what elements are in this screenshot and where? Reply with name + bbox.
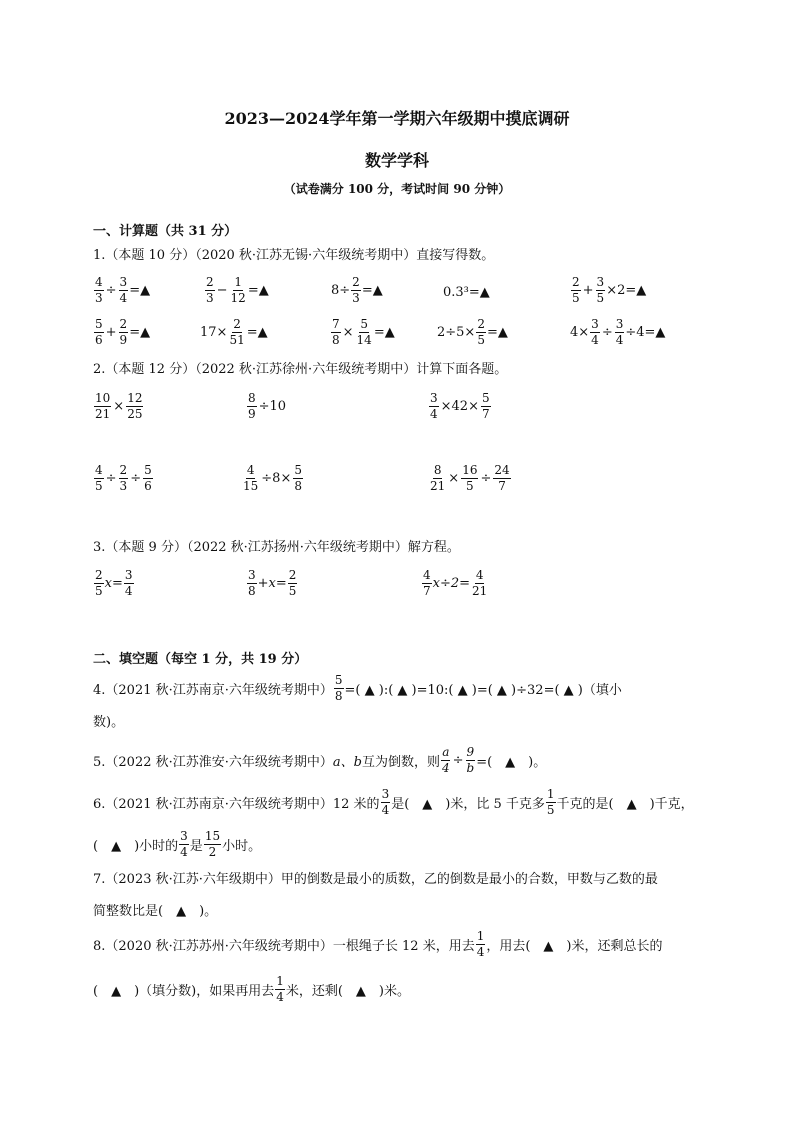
expression-text: − xyxy=(216,283,228,298)
fraction-denominator: 2 xyxy=(208,845,217,859)
fraction-denominator: 3 xyxy=(206,291,214,305)
fraction-denominator: 4 xyxy=(615,333,624,347)
fraction xyxy=(179,830,189,859)
fraction-numerator: 3 xyxy=(596,275,605,289)
fraction-numerator: 2 xyxy=(477,317,485,331)
fraction-numerator: 5 xyxy=(360,317,368,331)
q2-item-6 xyxy=(428,464,512,493)
fraction-denominator: 4 xyxy=(276,990,284,1004)
fraction-denominator: b xyxy=(466,761,475,775)
q3-item-2 xyxy=(246,569,298,598)
expression-text: 0.3³ xyxy=(443,285,469,300)
expression-text: 4.（2021 秋·江苏南京·六年级统考期中） xyxy=(93,683,333,698)
fraction xyxy=(275,975,285,1004)
fraction xyxy=(493,464,510,493)
fraction-denominator: 3 xyxy=(119,479,128,493)
fraction-denominator: 4 xyxy=(381,803,390,817)
fraction-denominator: 4 xyxy=(180,845,188,859)
fraction xyxy=(293,464,303,493)
question-3-text: 3.（本题 9 分）（2022 秋·江苏扬州·六年级统考期中）解方程。 xyxy=(93,540,460,555)
fraction-numerator: 2 xyxy=(352,275,360,289)
q2-item-3 xyxy=(428,392,492,421)
q2-item-2 xyxy=(246,392,287,421)
fraction-numerator: 7 xyxy=(332,317,340,331)
q3-item-1 xyxy=(93,569,135,598)
expression-text: ÷ xyxy=(601,325,613,340)
expression-text: 17× xyxy=(200,325,228,340)
fraction xyxy=(615,318,625,347)
fraction-numerator: 2 xyxy=(206,275,214,289)
expression-text: ÷8× xyxy=(261,471,292,486)
question-8-line-2 xyxy=(93,975,410,1004)
expression-text: =( ▲ )。 xyxy=(476,755,547,770)
fraction-denominator: 5 xyxy=(596,291,605,305)
fraction xyxy=(143,464,153,493)
fraction xyxy=(461,464,478,493)
fraction-denominator: 4 xyxy=(430,407,438,421)
fraction-numerator: 10 xyxy=(95,391,111,405)
expression-text: =▲ xyxy=(361,283,383,298)
expression-text: ÷4 xyxy=(625,325,645,340)
expression-text: x= xyxy=(104,576,123,591)
fraction-denominator: 8 xyxy=(248,584,256,598)
fraction-numerator: 2 xyxy=(119,317,128,331)
fraction-numerator: 2 xyxy=(233,317,241,331)
fraction xyxy=(228,318,245,347)
expression-text: 是( ▲ )米，比 5 千克多 xyxy=(391,797,545,812)
fraction xyxy=(381,788,391,817)
q2-item-1 xyxy=(93,392,144,421)
expression-text: =▲ xyxy=(129,325,151,340)
expression-text: × xyxy=(448,471,460,486)
expression-text: 小时。 xyxy=(222,839,262,854)
fraction xyxy=(247,392,257,421)
fraction xyxy=(94,569,104,598)
fraction-denominator: 3 xyxy=(352,291,360,305)
expression-text: ( ▲ )（填分数)，如果再用去 xyxy=(93,984,275,999)
expression-text: 千克的是( ▲ )千克， xyxy=(556,797,694,812)
q1-item-1 xyxy=(93,276,150,305)
expression-text: 是 xyxy=(189,839,203,854)
expression-text: 6.（2021 秋·江苏南京·六年级统考期中）12 米的 xyxy=(93,797,380,812)
q1-item-3 xyxy=(331,276,383,305)
fraction xyxy=(590,318,600,347)
fraction-numerator: 8 xyxy=(433,463,442,477)
fraction xyxy=(476,930,486,959)
fraction xyxy=(331,318,341,347)
expression-text: 米，还剩( ▲ )米。 xyxy=(285,984,411,999)
expression-text: a、b xyxy=(332,755,362,770)
fraction-denominator: 12 xyxy=(230,291,246,305)
expression-text: + xyxy=(105,325,117,340)
fraction-numerator: 16 xyxy=(462,463,478,477)
expression-text: ÷ xyxy=(130,471,142,486)
fraction-denominator: 4 xyxy=(591,333,599,347)
fraction xyxy=(441,746,451,775)
expression-text: 互为倒数，则 xyxy=(361,755,440,770)
expression-text: ÷ xyxy=(105,283,117,298)
fraction-denominator: 5 xyxy=(288,584,297,598)
exam-title: 2023—2024学年第一学期六年级期中摸底调研 xyxy=(224,109,570,128)
fraction-numerator: 3 xyxy=(180,829,188,843)
q1-item-2 xyxy=(204,276,269,305)
fraction-denominator: 7 xyxy=(498,479,506,493)
fraction-denominator: 6 xyxy=(144,479,152,493)
fraction xyxy=(94,464,104,493)
expression-text: × xyxy=(113,399,125,414)
fraction xyxy=(476,318,486,347)
fraction-numerator: 4 xyxy=(95,275,103,289)
fraction-numerator: 12 xyxy=(127,391,143,405)
fraction-numerator: a xyxy=(442,745,450,759)
fraction-denominator: 4 xyxy=(119,291,128,305)
fraction xyxy=(571,276,581,305)
question-4-line-2: 数)。 xyxy=(93,715,125,730)
q1-item-4 xyxy=(443,285,490,300)
expression-text: ×42× xyxy=(440,399,479,414)
fraction-numerator: 2 xyxy=(119,463,128,477)
expression-text: 2÷5× xyxy=(437,325,476,340)
question-4-line-1 xyxy=(93,674,622,703)
fraction xyxy=(247,569,257,598)
fraction-denominator: 5 xyxy=(95,584,103,598)
fraction xyxy=(124,569,134,598)
fraction xyxy=(288,569,298,598)
fraction-numerator: 2 xyxy=(572,275,580,289)
question-2-text: 2.（本题 12 分）（2022 秋·江苏徐州·六年级统考期中）计算下面各题。 xyxy=(93,362,508,377)
expression-text: x÷2= xyxy=(432,576,471,591)
fraction-numerator: 3 xyxy=(381,787,390,801)
expression-text: × xyxy=(342,325,354,340)
q1-item-9 xyxy=(437,318,508,347)
fraction xyxy=(422,569,432,598)
fraction-denominator: 9 xyxy=(248,407,256,421)
expression-text: + xyxy=(582,283,594,298)
fraction xyxy=(94,318,104,347)
fraction-denominator: 6 xyxy=(95,333,103,347)
fraction xyxy=(429,392,439,421)
question-5 xyxy=(93,746,546,775)
expression-text: =▲ xyxy=(644,325,666,340)
fraction-numerator: 3 xyxy=(124,568,133,582)
fraction xyxy=(230,276,247,305)
exam-note: （试卷满分 100 分，考试时间 90 分钟） xyxy=(283,182,511,196)
fraction-numerator: 15 xyxy=(204,829,221,843)
expression-text: =▲ xyxy=(625,283,647,298)
fraction-denominator: 3 xyxy=(95,291,103,305)
section-heading-fill: 二、填空题（每空 1 分，共 19 分） xyxy=(93,652,308,667)
fraction-numerator: 3 xyxy=(591,317,599,331)
fraction xyxy=(356,318,373,347)
fraction xyxy=(119,464,129,493)
fraction xyxy=(481,392,491,421)
expression-text: =▲ xyxy=(129,283,151,298)
fraction-denominator: 4 xyxy=(124,584,133,598)
question-7-line-2: 简整数比是( ▲ )。 xyxy=(93,904,218,919)
fraction-numerator: 1 xyxy=(546,787,555,801)
fraction-numerator: 1 xyxy=(476,929,485,943)
fraction-numerator: 4 xyxy=(475,568,484,582)
fraction-numerator: 3 xyxy=(119,275,128,289)
fraction-numerator: 5 xyxy=(334,673,343,687)
fraction-denominator: 21 xyxy=(430,479,446,493)
fraction-denominator: 8 xyxy=(294,479,302,493)
fraction xyxy=(119,318,129,347)
fraction-numerator: 4 xyxy=(95,463,103,477)
fraction xyxy=(596,276,606,305)
question-7-line-1: 7.（2023 秋·江苏·六年级期中）甲的倒数是最小的质数，乙的倒数是最小的合数，甲数与乙数的最 xyxy=(93,872,658,887)
fraction-denominator: 4 xyxy=(441,761,450,775)
q1-item-7 xyxy=(200,318,268,347)
fraction-numerator: 1 xyxy=(276,974,284,988)
fraction-denominator: 4 xyxy=(476,945,485,959)
fraction xyxy=(119,276,129,305)
q3-item-3 xyxy=(421,569,489,598)
fraction-denominator: 21 xyxy=(472,584,488,598)
fraction xyxy=(126,392,143,421)
expression-text: ( ▲ )小时的 xyxy=(93,839,179,854)
subject-title: 数学学科 xyxy=(364,151,429,170)
expression-text: ÷ xyxy=(480,471,492,486)
fraction-numerator: 5 xyxy=(95,317,103,331)
fraction xyxy=(546,788,556,817)
fraction-denominator: 5 xyxy=(466,479,474,493)
expression-text: ，用去( ▲ )米，还剩总长的 xyxy=(486,939,663,954)
fraction-denominator: 8 xyxy=(334,689,343,703)
expression-text: ÷ xyxy=(105,471,117,486)
expression-text: =▲ xyxy=(373,325,395,340)
question-1-text: 1.（本题 10 分）（2020 秋·江苏无锡·六年级统考期中）直接写得数。 xyxy=(93,248,495,263)
expression-text: 4× xyxy=(570,325,590,340)
fraction-numerator: 4 xyxy=(423,568,431,582)
q1-item-10 xyxy=(570,318,665,347)
expression-text: ÷ xyxy=(452,753,464,768)
fraction xyxy=(471,569,488,598)
fraction-denominator: 51 xyxy=(229,333,245,347)
fraction-denominator: 5 xyxy=(546,803,555,817)
fraction-denominator: 5 xyxy=(95,479,103,493)
fraction-numerator: 3 xyxy=(430,391,438,405)
expression-text: 5.（2022 秋·江苏淮安·六年级统考期中） xyxy=(93,755,333,770)
fraction-numerator: 8 xyxy=(248,391,256,405)
fraction-numerator: 2 xyxy=(288,568,297,582)
q1-item-6 xyxy=(93,318,150,347)
fraction xyxy=(466,746,476,775)
fraction-denominator: 9 xyxy=(119,333,128,347)
expression-text: 8.（2020 秋·江苏苏州·六年级统考期中）一根绳子长 12 米，用去 xyxy=(93,939,475,954)
fraction-numerator: 1 xyxy=(234,275,242,289)
fraction xyxy=(429,464,446,493)
question-6-line-2 xyxy=(93,830,261,859)
fraction-denominator: 21 xyxy=(95,407,111,421)
expression-text: =▲ xyxy=(247,283,269,298)
fraction xyxy=(205,276,215,305)
fraction-denominator: 7 xyxy=(423,584,431,598)
fraction-numerator: 5 xyxy=(294,463,302,477)
expression-text: =▲ xyxy=(486,325,508,340)
expression-text: 8÷ xyxy=(331,283,351,298)
fraction-denominator: 25 xyxy=(127,407,143,421)
expression-text: =▲ xyxy=(468,285,490,300)
fraction xyxy=(351,276,361,305)
fraction-denominator: 14 xyxy=(356,333,372,347)
q1-item-5 xyxy=(570,276,646,305)
fraction-numerator: 3 xyxy=(615,317,624,331)
fraction xyxy=(94,392,111,421)
expression-text: ÷10 xyxy=(258,399,287,414)
fraction-denominator: 7 xyxy=(481,407,490,421)
fraction-numerator: 5 xyxy=(481,391,490,405)
q2-item-5 xyxy=(241,464,304,493)
fraction-denominator: 8 xyxy=(332,333,340,347)
fraction-denominator: 15 xyxy=(243,479,259,493)
q2-item-4 xyxy=(93,464,154,493)
section-heading-calc: 一、计算题（共 31 分） xyxy=(93,224,238,239)
question-8-line-1 xyxy=(93,930,663,959)
question-6-line-1 xyxy=(93,788,694,817)
expression-text: =( ▲ ):( ▲ )=10:( ▲ )=( ▲ )÷32=( ▲ )（填小 xyxy=(344,683,622,698)
fraction-numerator: 5 xyxy=(144,463,152,477)
fraction-numerator: 9 xyxy=(466,745,475,759)
expression-text: ×2 xyxy=(606,283,626,298)
fraction xyxy=(242,464,259,493)
fraction-denominator: 5 xyxy=(572,291,580,305)
fraction-denominator: 5 xyxy=(477,333,485,347)
fraction xyxy=(334,674,344,703)
expression-text: =▲ xyxy=(246,325,268,340)
fraction-numerator: 3 xyxy=(248,568,256,582)
fraction-numerator: 2 xyxy=(95,568,103,582)
fraction xyxy=(204,830,221,859)
fraction-numerator: 24 xyxy=(494,463,510,477)
fraction xyxy=(94,276,104,305)
fraction-numerator: 4 xyxy=(246,463,255,477)
q1-item-8 xyxy=(330,318,395,347)
expression-text: +x= xyxy=(257,576,287,591)
